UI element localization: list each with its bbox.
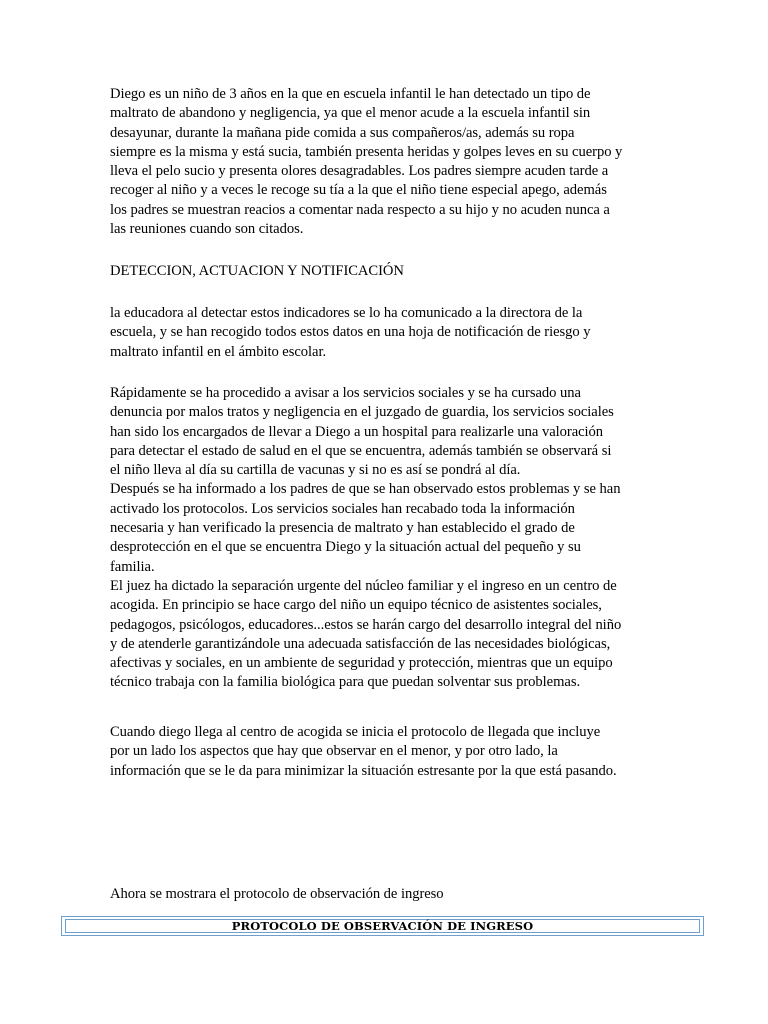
protocol-table-header-cell [65,919,700,933]
detection-paragraph: la educadora al detectar estos indicadores se lo ha comunicado a la directora de la escuela, y se han recogido todos estos datos en una hoja de notificación de riesgo y maltrato infantil en el ámbito escolar. [110,305,591,360]
protocol-table-title: PROTOCOLO DE OBSERVACIÓN DE INGRESO [231,919,534,933]
protocol-table [61,916,704,936]
arrival-paragraph: Cuando diego llega al centro de acogida se inicia el protocolo de llegada que incluye por un lado los aspectos que hay que observar en el menor, y por otro lado, la información que se le da para minimizar la situación estresante por la que está pasando. [110,724,617,779]
case-description-paragraph: Diego es un niño de 3 años en la que en escuela infantil le han detectado un tipo de maltrato de abandono y negligencia, ya que el menor acude a la escuela infantil sin desayunar, durante la mañana pide comida a sus compañeros/as, además su ropa siempre es la misma y está sucia, también presenta heridas y golpes leves en su cuerpo y lleva el pelo sucio y presenta olores desagradables. Los padres siempre acuden tarde a recoger al niño y a veces le recoge su tía a la que el niño tiene especial apego, además los padres se muestran reacios a comentar nada respecto a su hijo y no acuden nunca a las reuniones cuando son citados. [110,86,623,238]
protocol-intro-paragraph: Ahora se mostrara el protocolo de observación de ingreso [110,886,444,902]
actions-paragraph: Rápidamente se ha procedido a avisar a los servicios sociales y se ha cursado una denuncia por malos tratos y negligencia en el juzgado de guardia, los servicios sociales han sido los encargados de llevar a Diego a un hospital para realizarle una valoración para detectar el estado de salud en el que se encuentra, además también se observará si el niño lleva al día su cartilla de vacunas y si no es así se pondrá al día. Después se ha informado a los padres de que se han observado estos problemas y se han activado los protocolos. Los servicios sociales han recabado toda la información necesaria y han verificado la presencia de maltrato y han establecido el grado de desprotección en el que se encuentra Diego y la situación actual del pequeño y su familia. El juez ha dictado la separación urgente del núcleo familiar y el ingreso en un centro de acogida. En principio se hace cargo del niño un equipo técnico de asistentes sociales, pedagogos, psicólogos, educadores...estos se harán cargo del desarrollo integral del niño y de atenderle garantizándole una adecuada satisfacción de las necesidades biológicas, afectivas y sociales, en un ambiente de seguridad y protección, mientras que un equipo técnico trabaja con la familia biológica para que puedan solventar sus problemas. [110,385,622,691]
section-heading: DETECCION, ACTUACION Y NOTIFICACIÓN [110,263,404,279]
